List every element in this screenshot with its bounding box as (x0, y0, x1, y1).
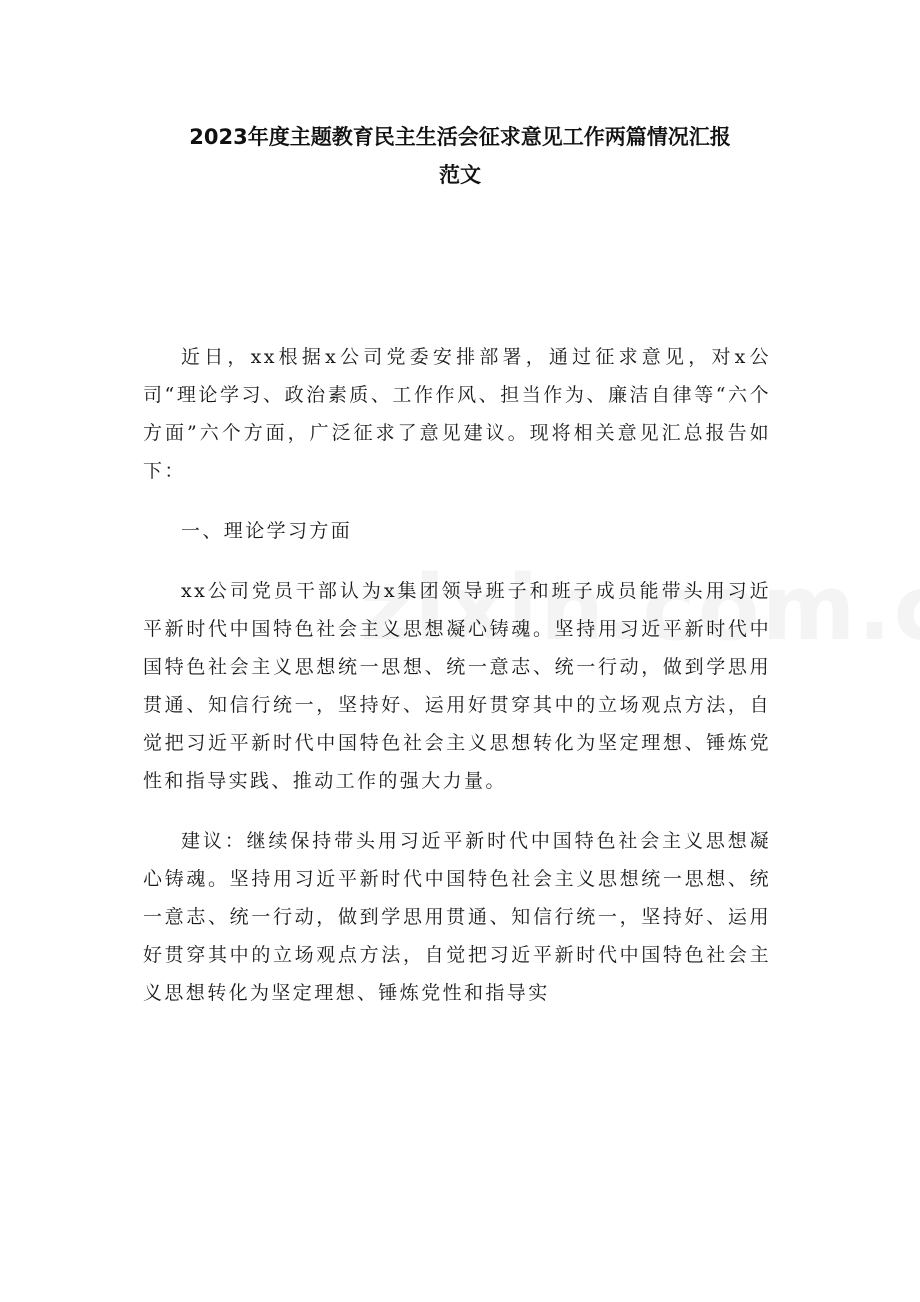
suggestion-paragraph: 建议：继续保持带头用习近平新时代中国特色社会主义思想凝心铸魂。坚持用习近平新时代中国特色社会主义思想统一思想、统一意志、统一行动，做到学思用贯通、知信行统一，坚持好、运用好贯穿其中的立场观点方法，自觉把习近平新时代中国特色社会主义思想转化为坚定理想、锤炼党性和指导实 (143, 830, 771, 1004)
document-body (143, 338, 771, 1034)
section-heading: 一、理论学习方面 (181, 520, 353, 542)
title-line-1: 2023年度主题教育民主生活会征求意见工作两篇情况汇报 (189, 125, 731, 149)
title-line-2: 范文 (439, 163, 481, 187)
body-paragraph: xx公司党员干部认为x集团领导班子和班子成员能带头用习近平新时代中国特色社会主义思想凝心铸魂。坚持用习近平新时代中国特色社会主义思想统一思想、统一意志、统一行动，做到学思用贯通、知信行统一，坚持好、运用好贯穿其中的立场观点方法，自觉把习近平新时代中国特色社会主义思想转化为坚定理想、锤炼党性和指导实践、推动工作的强大力量。 (143, 580, 771, 792)
intro-paragraph: 近日，xx根据x公司党委安排部署，通过征求意见，对x公司“理论学习、政治素质、工作作风、担当作为、廉洁自律等“六个方面”六个方面，广泛征求了意见建议。现将相关意见汇总报告如下： (143, 346, 771, 482)
document-title (140, 118, 780, 194)
